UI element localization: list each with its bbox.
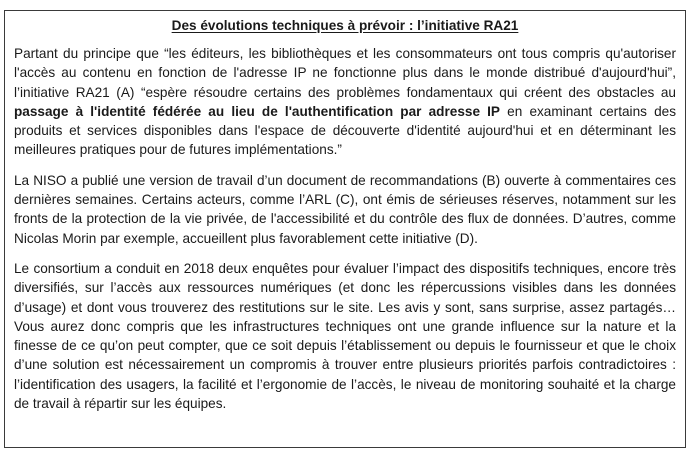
document-title	[14, 17, 676, 35]
paragraph-ra21-intro	[14, 44, 676, 160]
paragraph-1-text-end: en examinant certains des produits et services disponibles dans l'espace de découverte d'identité aujourd'hui et en déterminant les meilleures pratiques pour de futures implémentations.”	[14, 103, 677, 158]
document-box	[4, 10, 686, 448]
paragraph-1-bold-text: passage à l'identité fédérée au lieu de l'authentification par adresse IP	[14, 103, 501, 119]
paragraph-niso: La NISO a publié une version de travail d’un document de recommandations (B) ouverte à commentaires ces dernières semaines. Certains acteurs, comme l’ARL (C), ont émis de sérieuses réserves, notamment sur les fronts de la protection de la vie privée, de l'accessibilité et du contrôle des flux de données. D’autres, comme Nicolas Morin par exemple, accueillent plus favorablement cette initiative (D).	[14, 172, 676, 246]
paragraph-1-text-start: Partant du principe que “les éditeurs, les bibliothèques et les consommateurs ont tous compris qu'autoriser l'accès au contenu en fonction de l'adresse IP ne fonctionne plus dans le monde distribué d'aujourd'hui”, l’initiative RA21 (A) “espère résoudre certains des problèmes fondamentaux qui créent des obstacles au	[14, 46, 676, 100]
paragraph-consortium: Le consortium a conduit en 2018 deux enquêtes pour évaluer l’impact des dispositifs techniques, encore très diversifiés, sur l’accès aux ressources numériques (et donc les répercussions visibles dans les données d’usage) et dont vous trouverez des restitutions sur le site. Les avis y sont, sans surprise, assez partagés… Vous aurez donc compris que les infrastructures techniques ont une grande influence sur la nature et la finesse de ce qu’on peut compter, que ce soit depuis l’établissement ou depuis le fournisseur et que le choix d’une solution est nécessairement un compromis à trouver entre plusieurs priorités parfois contradictoires : l’identification des usagers, la facilité et l’ergonomie de l’accès, le niveau de monitoring souhaité et la charge de travail à répartir sur les équipes.	[14, 260, 676, 412]
document-title-text: Des évolutions techniques à prévoir : l’initiative RA21	[171, 18, 519, 33]
